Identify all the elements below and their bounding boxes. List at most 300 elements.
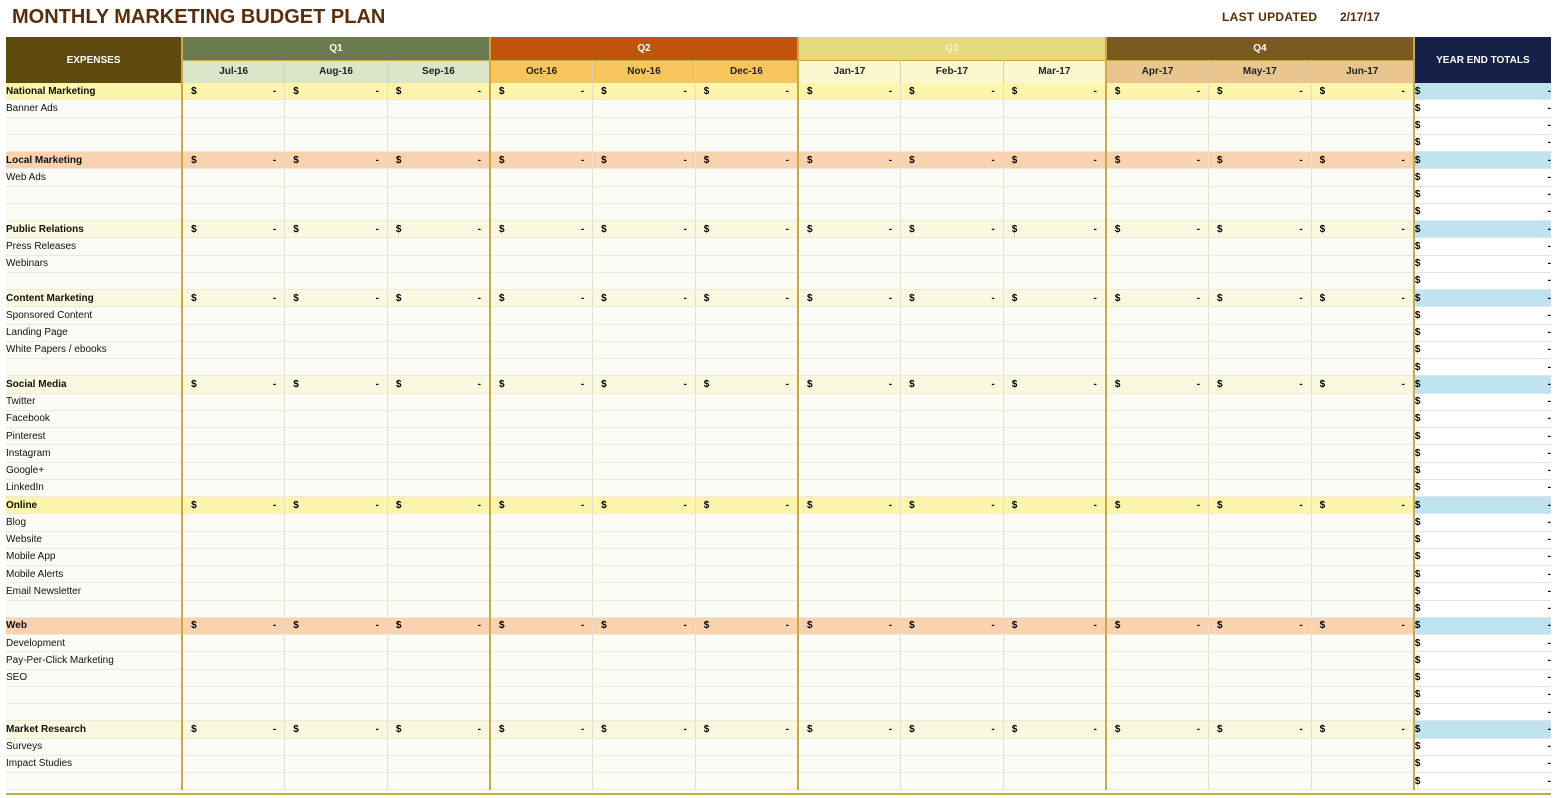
month-amount-cell[interactable] [593, 479, 696, 496]
month-amount-cell[interactable] [798, 566, 901, 583]
month-amount-cell[interactable] [285, 686, 388, 703]
month-amount-cell[interactable] [490, 117, 593, 134]
month-amount-cell[interactable] [1106, 341, 1209, 358]
month-header[interactable]: Nov-16 [593, 60, 696, 83]
month-amount-cell[interactable] [182, 652, 285, 669]
month-amount-cell[interactable] [1311, 514, 1414, 531]
month-amount-cell[interactable] [593, 531, 696, 548]
month-amount-cell[interactable] [901, 393, 1004, 410]
month-amount-cell[interactable] [490, 514, 593, 531]
month-amount-cell[interactable] [387, 773, 490, 790]
month-total-cell[interactable] [593, 617, 696, 634]
month-amount-cell[interactable] [387, 479, 490, 496]
month-amount-cell[interactable] [593, 410, 696, 427]
month-amount-cell[interactable] [1003, 134, 1106, 151]
month-amount-cell[interactable] [695, 272, 798, 289]
month-amount-cell[interactable] [1209, 428, 1312, 445]
month-total-cell[interactable] [1311, 497, 1414, 514]
month-amount-cell[interactable] [490, 238, 593, 255]
month-amount-cell[interactable] [593, 773, 696, 790]
month-amount-cell[interactable] [695, 773, 798, 790]
month-amount-cell[interactable] [285, 462, 388, 479]
month-amount-cell[interactable] [798, 773, 901, 790]
month-amount-cell[interactable] [901, 755, 1004, 772]
month-amount-cell[interactable] [1003, 531, 1106, 548]
month-amount-cell[interactable] [695, 255, 798, 272]
month-amount-cell[interactable] [798, 117, 901, 134]
month-amount-cell[interactable] [285, 169, 388, 186]
expense-item-label[interactable] [6, 186, 182, 203]
month-amount-cell[interactable] [490, 393, 593, 410]
month-amount-cell[interactable] [182, 548, 285, 565]
year-end-total-cell[interactable] [1414, 134, 1551, 151]
month-amount-cell[interactable] [1209, 738, 1312, 755]
month-amount-cell[interactable] [490, 203, 593, 220]
month-amount-cell[interactable] [490, 755, 593, 772]
month-amount-cell[interactable] [1209, 479, 1312, 496]
expense-item-label[interactable] [6, 686, 182, 703]
month-amount-cell[interactable] [387, 462, 490, 479]
month-amount-cell[interactable] [387, 600, 490, 617]
month-amount-cell[interactable] [593, 755, 696, 772]
month-total-cell[interactable] [695, 376, 798, 393]
month-amount-cell[interactable] [1209, 100, 1312, 117]
month-amount-cell[interactable] [1003, 600, 1106, 617]
month-amount-cell[interactable] [901, 307, 1004, 324]
month-total-cell[interactable] [1311, 617, 1414, 634]
month-amount-cell[interactable] [285, 307, 388, 324]
month-amount-cell[interactable] [1209, 117, 1312, 134]
month-total-cell[interactable] [695, 290, 798, 307]
month-amount-cell[interactable] [490, 428, 593, 445]
month-amount-cell[interactable] [1209, 359, 1312, 376]
month-amount-cell[interactable] [695, 738, 798, 755]
month-amount-cell[interactable] [1209, 238, 1312, 255]
month-amount-cell[interactable] [1209, 600, 1312, 617]
month-amount-cell[interactable] [593, 169, 696, 186]
month-amount-cell[interactable] [182, 307, 285, 324]
month-total-cell[interactable] [490, 83, 593, 100]
month-amount-cell[interactable] [901, 531, 1004, 548]
month-total-cell[interactable] [387, 221, 490, 238]
month-amount-cell[interactable] [1311, 738, 1414, 755]
month-amount-cell[interactable] [1311, 531, 1414, 548]
month-amount-cell[interactable] [1106, 566, 1209, 583]
month-amount-cell[interactable] [1106, 117, 1209, 134]
category-label[interactable]: Social Media [6, 376, 182, 393]
month-amount-cell[interactable] [798, 462, 901, 479]
month-total-cell[interactable] [490, 721, 593, 738]
month-amount-cell[interactable] [798, 324, 901, 341]
month-amount-cell[interactable] [1106, 169, 1209, 186]
month-amount-cell[interactable] [1311, 755, 1414, 772]
month-header[interactable]: Dec-16 [695, 60, 798, 83]
month-amount-cell[interactable] [695, 652, 798, 669]
month-amount-cell[interactable] [798, 307, 901, 324]
month-amount-cell[interactable] [695, 238, 798, 255]
month-amount-cell[interactable] [798, 410, 901, 427]
month-amount-cell[interactable] [182, 583, 285, 600]
month-amount-cell[interactable] [387, 100, 490, 117]
month-amount-cell[interactable] [182, 341, 285, 358]
month-amount-cell[interactable] [1106, 462, 1209, 479]
year-end-total-cell[interactable] [1414, 600, 1551, 617]
month-total-cell[interactable] [387, 152, 490, 169]
month-amount-cell[interactable] [1003, 773, 1106, 790]
year-end-total-cell[interactable] [1414, 410, 1551, 427]
month-amount-cell[interactable] [387, 169, 490, 186]
month-amount-cell[interactable] [1209, 393, 1312, 410]
month-amount-cell[interactable] [285, 272, 388, 289]
month-amount-cell[interactable] [1209, 186, 1312, 203]
year-end-total-cell[interactable] [1414, 497, 1551, 514]
month-amount-cell[interactable] [1311, 410, 1414, 427]
month-amount-cell[interactable] [1106, 307, 1209, 324]
expense-item-label[interactable]: Banner Ads [6, 100, 182, 117]
expense-item-label[interactable]: Facebook [6, 410, 182, 427]
month-total-cell[interactable] [1311, 221, 1414, 238]
month-amount-cell[interactable] [285, 738, 388, 755]
month-amount-cell[interactable] [593, 462, 696, 479]
year-end-total-cell[interactable] [1414, 462, 1551, 479]
month-amount-cell[interactable] [1003, 359, 1106, 376]
month-amount-cell[interactable] [285, 203, 388, 220]
month-amount-cell[interactable] [285, 100, 388, 117]
month-amount-cell[interactable] [1106, 583, 1209, 600]
month-total-cell[interactable] [1106, 221, 1209, 238]
month-total-cell[interactable] [901, 152, 1004, 169]
month-amount-cell[interactable] [593, 704, 696, 721]
month-amount-cell[interactable] [695, 341, 798, 358]
month-amount-cell[interactable] [1209, 514, 1312, 531]
month-amount-cell[interactable] [285, 117, 388, 134]
month-amount-cell[interactable] [695, 410, 798, 427]
expense-item-label[interactable]: Twitter [6, 393, 182, 410]
month-amount-cell[interactable] [1106, 531, 1209, 548]
month-total-cell[interactable] [1311, 721, 1414, 738]
month-amount-cell[interactable] [695, 704, 798, 721]
month-amount-cell[interactable] [901, 341, 1004, 358]
category-label[interactable]: Online [6, 497, 182, 514]
month-amount-cell[interactable] [593, 324, 696, 341]
expense-item-label[interactable] [6, 117, 182, 134]
month-amount-cell[interactable] [285, 514, 388, 531]
expense-item-label[interactable]: Mobile App [6, 548, 182, 565]
month-amount-cell[interactable] [593, 566, 696, 583]
month-total-cell[interactable] [387, 376, 490, 393]
month-amount-cell[interactable] [798, 238, 901, 255]
month-amount-cell[interactable] [490, 410, 593, 427]
month-amount-cell[interactable] [285, 393, 388, 410]
month-amount-cell[interactable] [285, 134, 388, 151]
year-end-total-cell[interactable] [1414, 117, 1551, 134]
month-amount-cell[interactable] [901, 548, 1004, 565]
year-end-total-cell[interactable] [1414, 773, 1551, 790]
month-total-cell[interactable] [901, 721, 1004, 738]
month-total-cell[interactable] [285, 376, 388, 393]
year-end-total-cell[interactable] [1414, 255, 1551, 272]
month-total-cell[interactable] [1106, 376, 1209, 393]
month-amount-cell[interactable] [490, 669, 593, 686]
month-total-cell[interactable] [285, 152, 388, 169]
month-amount-cell[interactable] [490, 445, 593, 462]
month-amount-cell[interactable] [1106, 773, 1209, 790]
month-total-cell[interactable] [1003, 617, 1106, 634]
month-total-cell[interactable] [285, 497, 388, 514]
month-amount-cell[interactable] [490, 479, 593, 496]
month-amount-cell[interactable] [593, 669, 696, 686]
month-amount-cell[interactable] [285, 548, 388, 565]
month-total-cell[interactable] [182, 152, 285, 169]
month-amount-cell[interactable] [182, 428, 285, 445]
month-amount-cell[interactable] [285, 566, 388, 583]
month-amount-cell[interactable] [490, 169, 593, 186]
year-end-total-cell[interactable] [1414, 100, 1551, 117]
month-amount-cell[interactable] [593, 600, 696, 617]
month-amount-cell[interactable] [1003, 100, 1106, 117]
month-amount-cell[interactable] [1311, 341, 1414, 358]
month-total-cell[interactable] [798, 617, 901, 634]
year-end-total-cell[interactable] [1414, 203, 1551, 220]
month-amount-cell[interactable] [695, 169, 798, 186]
month-amount-cell[interactable] [1003, 410, 1106, 427]
month-amount-cell[interactable] [387, 583, 490, 600]
month-total-cell[interactable] [901, 290, 1004, 307]
month-amount-cell[interactable] [1003, 635, 1106, 652]
year-end-total-cell[interactable] [1414, 238, 1551, 255]
month-amount-cell[interactable] [1209, 531, 1312, 548]
year-end-total-cell[interactable] [1414, 152, 1551, 169]
month-amount-cell[interactable] [695, 393, 798, 410]
month-amount-cell[interactable] [285, 600, 388, 617]
month-amount-cell[interactable] [593, 686, 696, 703]
expense-item-label[interactable] [6, 359, 182, 376]
month-total-cell[interactable] [285, 83, 388, 100]
month-amount-cell[interactable] [490, 773, 593, 790]
month-header[interactable]: Oct-16 [490, 60, 593, 83]
month-amount-cell[interactable] [387, 704, 490, 721]
month-total-cell[interactable] [182, 497, 285, 514]
month-amount-cell[interactable] [901, 773, 1004, 790]
month-amount-cell[interactable] [387, 445, 490, 462]
month-amount-cell[interactable] [182, 359, 285, 376]
month-amount-cell[interactable] [695, 669, 798, 686]
month-amount-cell[interactable] [1003, 686, 1106, 703]
year-end-total-cell[interactable] [1414, 479, 1551, 496]
month-amount-cell[interactable] [798, 169, 901, 186]
month-total-cell[interactable] [1209, 376, 1312, 393]
month-amount-cell[interactable] [593, 359, 696, 376]
month-amount-cell[interactable] [695, 324, 798, 341]
month-amount-cell[interactable] [1106, 652, 1209, 669]
expense-item-label[interactable]: Landing Page [6, 324, 182, 341]
month-amount-cell[interactable] [798, 600, 901, 617]
month-amount-cell[interactable] [695, 203, 798, 220]
year-end-total-cell[interactable] [1414, 686, 1551, 703]
month-amount-cell[interactable] [1003, 203, 1106, 220]
month-amount-cell[interactable] [1003, 428, 1106, 445]
month-amount-cell[interactable] [593, 307, 696, 324]
month-amount-cell[interactable] [593, 583, 696, 600]
month-amount-cell[interactable] [1106, 686, 1209, 703]
month-amount-cell[interactable] [490, 341, 593, 358]
month-amount-cell[interactable] [901, 410, 1004, 427]
last-updated-value[interactable]: 2/17/17 [1340, 10, 1381, 24]
month-header[interactable]: Jan-17 [798, 60, 901, 83]
year-end-total-cell[interactable] [1414, 721, 1551, 738]
month-amount-cell[interactable] [695, 462, 798, 479]
month-total-cell[interactable] [1003, 152, 1106, 169]
month-amount-cell[interactable] [1209, 583, 1312, 600]
month-amount-cell[interactable] [1106, 479, 1209, 496]
month-amount-cell[interactable] [1106, 134, 1209, 151]
expense-item-label[interactable] [6, 272, 182, 289]
month-amount-cell[interactable] [798, 479, 901, 496]
month-amount-cell[interactable] [1003, 652, 1106, 669]
month-amount-cell[interactable] [798, 635, 901, 652]
month-amount-cell[interactable] [387, 548, 490, 565]
expense-item-label[interactable]: LinkedIn [6, 479, 182, 496]
month-amount-cell[interactable] [901, 600, 1004, 617]
month-amount-cell[interactable] [285, 341, 388, 358]
month-amount-cell[interactable] [182, 531, 285, 548]
month-amount-cell[interactable] [901, 169, 1004, 186]
month-amount-cell[interactable] [695, 307, 798, 324]
month-amount-cell[interactable] [901, 445, 1004, 462]
month-amount-cell[interactable] [490, 307, 593, 324]
month-amount-cell[interactable] [593, 341, 696, 358]
month-header[interactable]: Feb-17 [901, 60, 1004, 83]
month-amount-cell[interactable] [182, 566, 285, 583]
month-total-cell[interactable] [285, 290, 388, 307]
month-amount-cell[interactable] [901, 514, 1004, 531]
month-amount-cell[interactable] [1106, 548, 1209, 565]
year-end-total-cell[interactable] [1414, 83, 1551, 100]
month-amount-cell[interactable] [901, 272, 1004, 289]
month-amount-cell[interactable] [490, 566, 593, 583]
month-total-cell[interactable] [387, 617, 490, 634]
month-amount-cell[interactable] [1106, 738, 1209, 755]
year-end-total-cell[interactable] [1414, 272, 1551, 289]
expense-item-label[interactable]: Instagram [6, 445, 182, 462]
month-total-cell[interactable] [695, 152, 798, 169]
month-amount-cell[interactable] [1106, 359, 1209, 376]
year-end-total-cell[interactable] [1414, 393, 1551, 410]
month-amount-cell[interactable] [182, 669, 285, 686]
month-amount-cell[interactable] [901, 635, 1004, 652]
month-total-cell[interactable] [1003, 497, 1106, 514]
month-amount-cell[interactable] [1003, 704, 1106, 721]
month-amount-cell[interactable] [1106, 324, 1209, 341]
month-amount-cell[interactable] [1209, 704, 1312, 721]
month-amount-cell[interactable] [901, 359, 1004, 376]
month-amount-cell[interactable] [593, 548, 696, 565]
expense-item-label[interactable]: White Papers / ebooks [6, 341, 182, 358]
category-label[interactable]: Local Marketing [6, 152, 182, 169]
month-total-cell[interactable] [593, 83, 696, 100]
month-amount-cell[interactable] [1209, 341, 1312, 358]
month-amount-cell[interactable] [182, 169, 285, 186]
month-amount-cell[interactable] [798, 393, 901, 410]
month-amount-cell[interactable] [1106, 669, 1209, 686]
expense-item-label[interactable]: Email Newsletter [6, 583, 182, 600]
month-total-cell[interactable] [695, 83, 798, 100]
month-amount-cell[interactable] [387, 255, 490, 272]
month-amount-cell[interactable] [1003, 393, 1106, 410]
month-amount-cell[interactable] [285, 773, 388, 790]
month-total-cell[interactable] [798, 152, 901, 169]
month-header[interactable]: May-17 [1209, 60, 1312, 83]
month-amount-cell[interactable] [593, 738, 696, 755]
month-amount-cell[interactable] [490, 548, 593, 565]
month-amount-cell[interactable] [285, 324, 388, 341]
month-amount-cell[interactable] [1311, 652, 1414, 669]
month-amount-cell[interactable] [387, 428, 490, 445]
month-amount-cell[interactable] [901, 583, 1004, 600]
month-amount-cell[interactable] [1106, 100, 1209, 117]
month-amount-cell[interactable] [695, 548, 798, 565]
month-amount-cell[interactable] [1209, 462, 1312, 479]
month-amount-cell[interactable] [1209, 686, 1312, 703]
year-end-total-cell[interactable] [1414, 341, 1551, 358]
month-amount-cell[interactable] [1106, 755, 1209, 772]
month-amount-cell[interactable] [182, 238, 285, 255]
month-amount-cell[interactable] [387, 635, 490, 652]
month-amount-cell[interactable] [593, 428, 696, 445]
month-amount-cell[interactable] [182, 134, 285, 151]
month-total-cell[interactable] [1209, 497, 1312, 514]
month-amount-cell[interactable] [182, 462, 285, 479]
month-amount-cell[interactable] [1311, 704, 1414, 721]
month-amount-cell[interactable] [798, 100, 901, 117]
category-label[interactable]: Web [6, 617, 182, 634]
month-total-cell[interactable] [182, 376, 285, 393]
month-header[interactable]: Aug-16 [285, 60, 388, 83]
month-total-cell[interactable] [1106, 497, 1209, 514]
month-amount-cell[interactable] [1106, 514, 1209, 531]
month-amount-cell[interactable] [182, 514, 285, 531]
month-amount-cell[interactable] [695, 686, 798, 703]
month-total-cell[interactable] [387, 83, 490, 100]
year-end-total-cell[interactable] [1414, 445, 1551, 462]
month-total-cell[interactable] [798, 721, 901, 738]
month-amount-cell[interactable] [285, 583, 388, 600]
month-amount-cell[interactable] [1209, 272, 1312, 289]
month-amount-cell[interactable] [1003, 548, 1106, 565]
month-amount-cell[interactable] [1209, 548, 1312, 565]
month-amount-cell[interactable] [695, 445, 798, 462]
month-total-cell[interactable] [593, 376, 696, 393]
month-amount-cell[interactable] [695, 359, 798, 376]
month-amount-cell[interactable] [1209, 255, 1312, 272]
month-amount-cell[interactable] [285, 704, 388, 721]
month-amount-cell[interactable] [593, 445, 696, 462]
month-amount-cell[interactable] [182, 686, 285, 703]
month-header[interactable]: Sep-16 [387, 60, 490, 83]
month-total-cell[interactable] [387, 721, 490, 738]
month-amount-cell[interactable] [901, 324, 1004, 341]
year-end-total-cell[interactable] [1414, 583, 1551, 600]
month-total-cell[interactable] [1209, 83, 1312, 100]
month-total-cell[interactable] [285, 221, 388, 238]
month-header[interactable]: Apr-17 [1106, 60, 1209, 83]
month-amount-cell[interactable] [798, 341, 901, 358]
month-amount-cell[interactable] [1003, 462, 1106, 479]
quarter-header-q2[interactable]: Q2 [490, 37, 798, 60]
month-amount-cell[interactable] [695, 755, 798, 772]
month-amount-cell[interactable] [1209, 203, 1312, 220]
month-amount-cell[interactable] [901, 428, 1004, 445]
